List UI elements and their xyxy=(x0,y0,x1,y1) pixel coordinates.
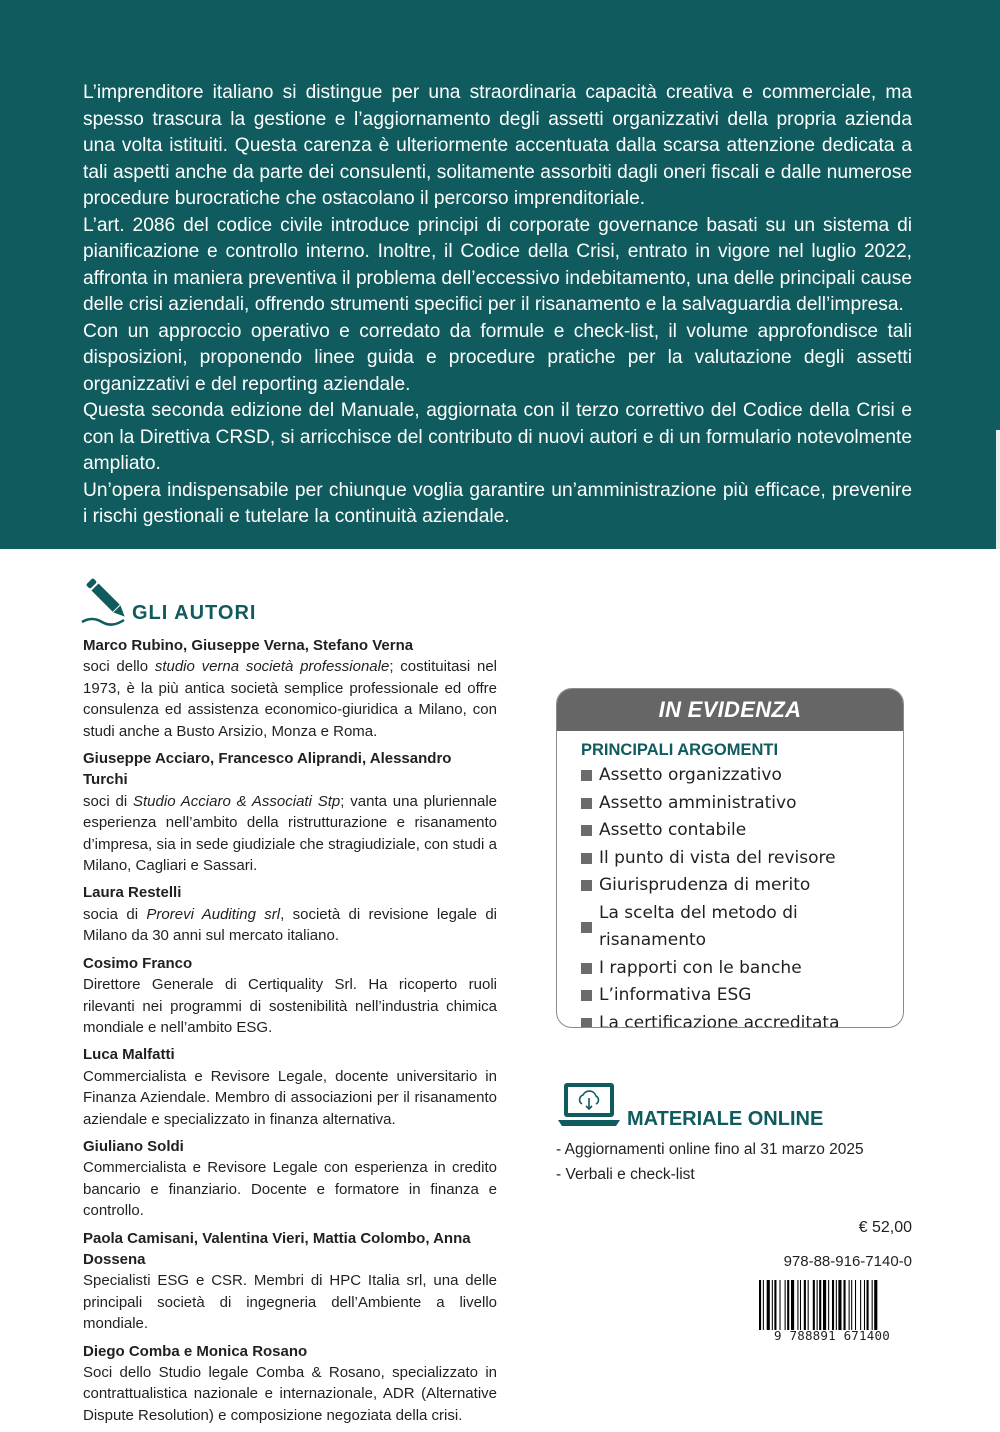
barcode-bar xyxy=(785,1280,786,1330)
authors-header xyxy=(80,572,380,628)
author-bio-text: socia di xyxy=(83,905,147,923)
barcode-bar xyxy=(836,1280,837,1330)
author-bio xyxy=(83,1157,497,1221)
topic-label: L’informativa ESG xyxy=(599,985,752,1005)
author-bio xyxy=(83,1270,497,1334)
author-entry xyxy=(83,1341,497,1427)
author-firm-name: studio verna società professionale xyxy=(154,658,390,676)
barcode-bar xyxy=(874,1280,877,1330)
barcode-bar xyxy=(864,1280,865,1330)
authors-list xyxy=(83,635,497,1432)
author-bio-text: soci dello xyxy=(83,658,155,676)
pen-icon xyxy=(80,572,134,626)
author-entry xyxy=(83,635,497,742)
author-bio-text: ; costituitasi nel 1973, è la più antica società semplice professionale ed offre consulenza ed assistenza economico-giuridica a Milano, con studi anche a Busto Arsizio, Monza e Roma. xyxy=(83,658,497,740)
barcode-bar xyxy=(779,1280,780,1330)
square-bullet-icon xyxy=(581,963,592,974)
topic-item xyxy=(581,982,903,1010)
square-bullet-icon xyxy=(581,770,592,781)
blurb-paragraph: Un’opera indispensabile per chiunque voglia garantire un’amministrazione più efficace, prevenire i rischi gestionali e tutelare la continuità aziendale. xyxy=(83,479,912,527)
topic-item xyxy=(581,817,903,845)
square-bullet-icon xyxy=(581,922,592,933)
author-names: Diego Comba e Monica Rosano xyxy=(83,1342,308,1360)
barcode-bar xyxy=(849,1280,850,1330)
barcode-bar xyxy=(763,1280,764,1330)
online-header xyxy=(556,1080,916,1132)
topic-item xyxy=(581,845,903,873)
author-names: Giuliano Soldi xyxy=(83,1137,184,1155)
barcode-bar xyxy=(867,1280,869,1330)
author-bio xyxy=(83,791,497,877)
topic-label: Assetto organizzativo xyxy=(599,765,782,785)
author-bio xyxy=(83,1066,497,1130)
price: € 52,00 xyxy=(858,1219,912,1236)
author-bio-text: Commercialista e Revisore Legale con esperienza in credito bancario e finanziario. Docente e formatore in finanza e controllo. xyxy=(83,1159,497,1220)
book-blurb xyxy=(83,80,912,531)
square-bullet-icon xyxy=(581,798,592,809)
topic-item xyxy=(581,900,903,955)
author-bio xyxy=(83,656,497,742)
barcode-bar xyxy=(808,1280,809,1330)
topic-label: Assetto amministrativo xyxy=(599,792,797,813)
author-entry xyxy=(83,882,497,946)
isbn: 978-88-916-7140-0 xyxy=(783,1253,912,1270)
blurb-paragraph: L’imprenditore italiano si distingue per una straordinaria capacità creativa e commerciale, ma spesso trascura la gestione e l’aggiornamento degli assetti organizzativi della propria azienda una volta istituiti. Questa carenza è ulteriormente accentuata dalla scarsa attenzione dedicata a tali aspetti anche da parte dei consulenti, solitamente assorbiti dagli oneri fiscali e dalle numerose procedure burocratiche che ostacolano il percorso imprenditoriale. xyxy=(83,82,912,209)
online-title: MATERIALE ONLINE xyxy=(627,1108,824,1130)
author-entry xyxy=(83,1228,497,1335)
author-bio xyxy=(83,974,497,1038)
author-entry xyxy=(83,953,497,1039)
barcode-bar xyxy=(804,1280,806,1330)
author-names: Cosimo Franco xyxy=(83,954,193,972)
author-firm-name: Prorevi Auditing srl xyxy=(146,905,281,923)
topic-item xyxy=(581,1010,903,1029)
square-bullet-icon xyxy=(581,880,592,891)
author-names: Giuseppe Acciaro, Francesco Aliprandi, Alessandro Turchi xyxy=(83,750,452,789)
barcode-bar xyxy=(828,1280,829,1330)
author-entry xyxy=(83,1136,497,1222)
topic-label: Giurisprudenza di merito xyxy=(599,875,811,895)
author-names: Paola Camisani, Valentina Vieri, Mattia Colombo, Anna Dossena xyxy=(83,1229,471,1268)
barcode-bar xyxy=(767,1280,770,1330)
author-bio xyxy=(83,1362,497,1426)
square-bullet-icon xyxy=(581,825,592,836)
evidenza-box xyxy=(556,688,904,1028)
author-entry xyxy=(83,748,497,876)
topic-label: La scelta del metodo di risanamento xyxy=(599,902,798,950)
blurb-paragraph: Con un approccio operativo e corredato da formule e check-list, il volume approfondisce tali disposizioni, proponendo linee guida e procedure pratiche per la valutazione degli assetti organizzativi e del reporting aziendale. xyxy=(83,320,912,395)
author-names: Marco Rubino, Giuseppe Verna, Stefano Verna xyxy=(83,637,414,654)
barcode-bar xyxy=(819,1280,821,1330)
author-bio-text: , società di revisione legale di Milano da 30 anni sul mercato italiano. xyxy=(83,905,497,945)
author-bio-text: soci di xyxy=(83,792,133,810)
author-bio-text: Soci dello Studio legale Comba & Rosano, specializzato in contrattualistica nazionale e internazionale, ADR (Alternative Dispute Resolution) e composizione negoziata della crisi. xyxy=(83,1364,497,1424)
laptop-cloud-icon xyxy=(556,1080,622,1130)
blurb-paragraph: L’art. 2086 del codice civile introduce principi di corporate governance basati su un sistema di pianificazione e controllo interno. Inoltre, il Codice della Crisi, entrato in vigore nel luglio 2022, affronta in maniera preventiva il problema dell’eccessivo indebitamento, una delle principali cause delle crisi aziendali, offrendo strumenti specifici per il risanamento e la salvaguardia dell’impresa. xyxy=(83,214,912,315)
barcode-bar xyxy=(855,1280,856,1330)
topic-item xyxy=(581,955,903,983)
topic-item xyxy=(581,790,903,818)
author-firm-name: Studio Acciaro & Associati Stp xyxy=(133,792,341,810)
topic-label: Assetto contabile xyxy=(599,820,747,840)
author-names: Laura Restelli xyxy=(83,884,182,902)
barcode-bar xyxy=(813,1280,815,1330)
topic-label: I rapporti con le banche xyxy=(599,957,802,978)
barcode-bar xyxy=(774,1280,776,1330)
author-bio-text: ; vanta una pluriennale esperienza nell’ambito della ristrutturazione e risanamento d’impresa, sia in sede giudiziale che stragiudiziale, con studi a Milano, Cagliari e Sassari. xyxy=(83,792,498,875)
author-entry xyxy=(83,1044,497,1130)
square-bullet-icon xyxy=(581,990,592,1001)
topic-label: Il punto di vista del revisore xyxy=(599,847,836,868)
barcode-bar xyxy=(800,1280,801,1330)
band-edge xyxy=(996,430,1000,549)
author-names: Luca Malfatti xyxy=(83,1046,175,1064)
barcode-bar xyxy=(797,1280,798,1330)
topics-list xyxy=(557,762,903,1028)
author-bio-text: Direttore Generale di Certiquality Srl. Ha ricoperto ruoli rilevanti nei programmi di sostenibilità nell’industria chimica mondiale e nell’ambito ESG. xyxy=(83,976,497,1036)
barcode-bar xyxy=(772,1280,773,1330)
barcode-bar xyxy=(838,1280,841,1330)
barcode xyxy=(758,1280,912,1330)
evidenza-title: IN EVIDENZA xyxy=(557,689,903,731)
author-bio xyxy=(83,904,497,947)
online-item: - Verbali e check-list xyxy=(556,1166,695,1183)
barcode-bar xyxy=(787,1280,789,1330)
barcode-bar xyxy=(872,1280,873,1330)
online-item: - Aggiornamenti online fino al 31 marzo 2025 xyxy=(556,1141,864,1158)
barcode-bar xyxy=(860,1280,861,1330)
evidenza-subtitle: PRINCIPALI ARGOMENTI xyxy=(581,741,779,759)
authors-title: GLI AUTORI xyxy=(132,602,257,624)
barcode-bar xyxy=(791,1280,794,1330)
author-bio-text: Commercialista e Revisore Legale, docente universitario in Finanza Aziendale. Membro di associazioni per il risanamento aziendale e specializzato in finanza alternativa. xyxy=(83,1067,497,1128)
square-bullet-icon xyxy=(581,1018,592,1028)
online-materials-list xyxy=(556,1137,916,1187)
barcode-bar xyxy=(759,1280,761,1330)
topic-label: La certificazione accreditata xyxy=(599,1012,840,1028)
barcode-bar xyxy=(851,1280,852,1330)
barcode-bar xyxy=(832,1280,834,1330)
topic-item xyxy=(581,762,903,790)
barcode-bar xyxy=(843,1280,845,1330)
author-bio-text: Specialisti ESG e CSR. Membri di HPC Italia srl, una delle principali società di ingegneria dell’Ambiente a livello mondiale. xyxy=(83,1272,497,1333)
square-bullet-icon xyxy=(581,853,592,864)
topic-item xyxy=(581,872,903,900)
blurb-paragraph: Questa seconda edizione del Manuale, aggiornata con il terzo correttivo del Codice della Crisi e con la Direttiva CRSD, si arricchisce del contributo di nuovi autori e di un formulario notevolmente ampliato. xyxy=(83,400,912,474)
barcode-bar xyxy=(817,1280,818,1330)
barcode-digits: 9 788891 671400 xyxy=(774,1328,890,1343)
barcode-bar xyxy=(823,1280,826,1330)
